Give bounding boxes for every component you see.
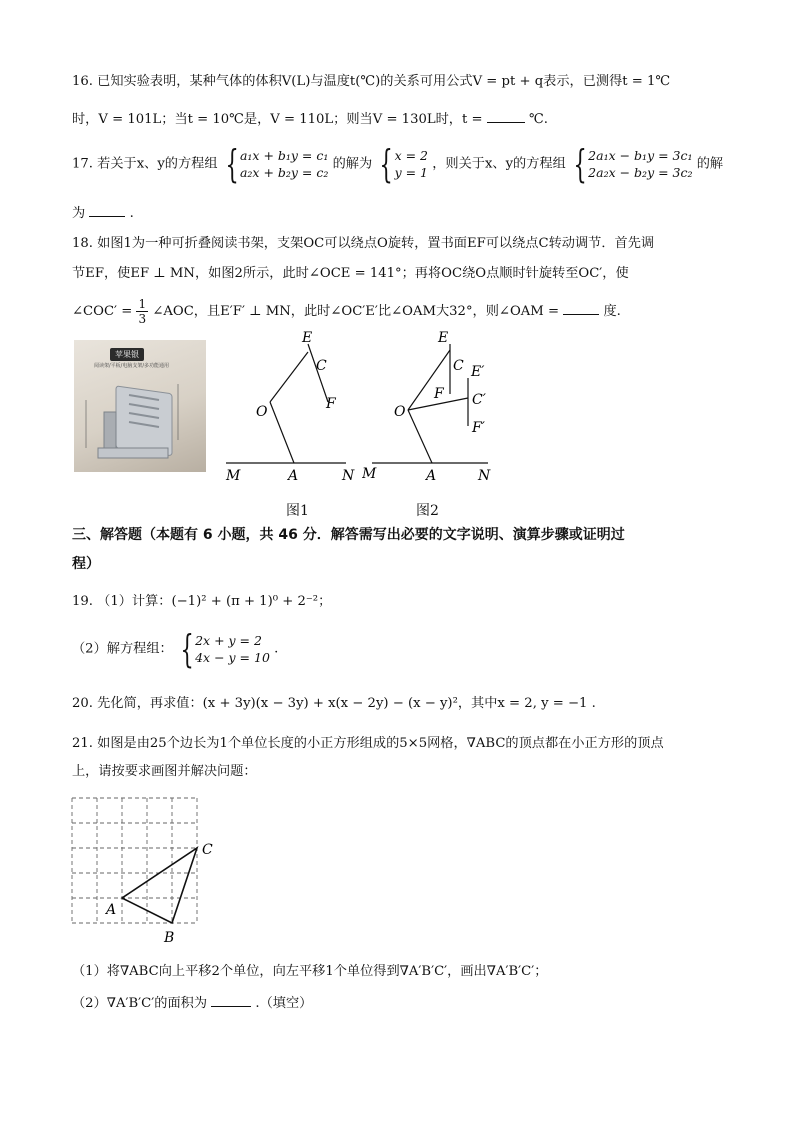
q21-part2: [72, 992, 312, 1014]
q21-line1: 21. 如图是由25个边长为1个单位长度的小正方形组成的5×5网格，∇ABC的顶点都在小正方形的顶点: [72, 736, 664, 751]
fig2-label-C: C: [453, 358, 464, 374]
q17-sys1-eq2: a₂x + b₂y = c₂: [239, 165, 329, 180]
figure-2-caption: 图2: [416, 503, 439, 519]
q19-part2-prefix: （2）解方程组：: [72, 641, 173, 657]
figure-1-caption: 图1: [286, 503, 309, 519]
q21-part2-end: .（填空）: [255, 996, 313, 1011]
reading-stand-illustration: [74, 340, 206, 472]
photo-subtitle: 阅读架/平板/电脑支架/多功能通用: [94, 363, 170, 369]
q17-answer-blank[interactable]: [89, 202, 125, 217]
fig2-label-Ep: E′: [471, 364, 485, 380]
q18-frac-den: 3: [138, 312, 147, 326]
reading-stand-photo: [74, 340, 206, 472]
q17-sol-x: x = 2: [394, 148, 428, 163]
q17-solution: { x = 2 y = 1: [379, 142, 428, 186]
fig2-label-O: O: [394, 404, 406, 420]
fig2-label-A: A: [426, 468, 437, 484]
q17-suffix: 的解: [696, 156, 724, 172]
q18-fraction: [136, 297, 148, 326]
fig1-label-M: M: [226, 468, 241, 484]
q18-frac-num: 1: [138, 297, 147, 311]
q18-answer-blank[interactable]: [563, 300, 599, 315]
fig2-segment-AO: [408, 410, 432, 463]
figure-2: [362, 328, 502, 486]
q17-prefix: 17. 若关于x、y的方程组: [72, 156, 218, 172]
q19-part2: [72, 627, 279, 671]
q17-mid2: ，则关于x、y的方程组: [432, 156, 566, 172]
q21-line2: 上，请按要求画图并解决问题：: [72, 764, 257, 779]
q17-sys2-eq1: 2a₁x − b₁y = 3c₁: [588, 148, 693, 163]
fig1-label-F: F: [326, 396, 336, 412]
q16-line2-text: 时，V = 101L；当t = 10℃是，V = 110L；则当V = 130L时，t =: [72, 112, 483, 127]
q16-line2-end: ℃.: [528, 112, 548, 127]
section-3-heading-line2: 程）: [72, 556, 100, 572]
fig1-label-E: E: [302, 330, 313, 346]
q18-line3: [72, 296, 621, 328]
fig1-label-N: N: [342, 468, 355, 484]
q21-part2-text: （2）∇A′B′C′的面积为: [72, 996, 208, 1011]
fig2-label-E: E: [438, 330, 449, 346]
photo-brand-tag: 苹果银: [110, 348, 144, 361]
figure-1: [222, 330, 362, 486]
q18-line2: 节EF，使EF ⊥ MN，如图2所示，此时∠OCE = 141°；再将OC绕O点顺时针旋转至OC′，使: [72, 266, 629, 281]
q17-system1: { a₁x + b₁y = c₁ a₂x + b₂y = c₂: [225, 142, 329, 186]
q18-line3-c: 度.: [603, 304, 621, 319]
q16-answer-blank[interactable]: [487, 108, 525, 123]
q18-line1: 18. 如图1为一种可折叠阅读书架，支架OC可以绕点O旋转，置书面EF可以绕点C转动调节．首先调: [72, 236, 655, 251]
fig2-label-M: M: [362, 466, 377, 482]
fig1-segment-AO: [270, 402, 294, 463]
q20-text: 20. 先化简，再求值：(x + 3y)(x − 3y) + x(x − 2y) − (x − y)²，其中x = 2, y = −1 .: [72, 696, 596, 711]
fig2-label-N: N: [478, 468, 491, 484]
section-3-heading-line1: 三、解答题（本题有 6 小题，共 46 分．解答需写出必要的文字说明、演算步骤或证明过: [72, 527, 625, 543]
q21-label-C: C: [202, 842, 213, 858]
q17-line2-text: 为: [72, 206, 86, 221]
q16-line1: 16. 已知实验表明，某种气体的体积V(L)与温度t(℃)的关系可用公式V = pt + q表示，已测得t = 1℃: [72, 74, 671, 89]
fig1-label-A: A: [288, 468, 299, 484]
q19-part2-suffix: .: [274, 641, 279, 657]
q19-part1: 19. （1）计算：(−1)² + (π + 1)⁰ + 2⁻²；: [72, 594, 332, 609]
q18-line3-a: ∠COC′ =: [72, 304, 137, 319]
q19-sys-eq1: 2x + y = 2: [195, 633, 262, 648]
q18-line3-b: ∠AOC，且E′F′ ⊥ MN，此时∠OC′E′比∠OAM大32°，则∠OAM =: [152, 304, 560, 319]
q17-sys2-eq2: 2a₂x − b₂y = 3c₂: [588, 165, 693, 180]
q21-answer-blank[interactable]: [211, 992, 251, 1007]
fig1-segment-OC: [270, 352, 308, 402]
fig2-label-F: F: [434, 386, 444, 402]
q17-line2-end: .: [129, 206, 134, 221]
fig1-label-O: O: [256, 404, 268, 420]
q16-line2: [72, 108, 548, 130]
q17-line1: [72, 142, 724, 186]
fig2-label-Fp: F′: [472, 420, 485, 436]
q17-line2: [72, 202, 134, 224]
q17-sys1-eq1: a₁x + b₁y = c₁: [239, 148, 329, 163]
q17-sol-y: y = 1: [394, 165, 428, 180]
q19-sys-eq2: 4x − y = 10: [195, 650, 270, 665]
q19-system: { 2x + y = 2 4x − y = 10: [180, 627, 270, 671]
q21-part1: （1）将∇ABC向上平移2个单位，向左平移1个单位得到∇A′B′C′，画出∇A′B′C′；: [72, 964, 548, 979]
q17-system2: { 2a₁x − b₁y = 3c₁ 2a₂x − b₂y = 3c₂: [573, 142, 693, 186]
q21-grid-figure: [62, 790, 232, 950]
q21-label-A: A: [106, 902, 117, 918]
fig1-label-C: C: [316, 358, 327, 374]
q21-triangle-ABC: [122, 848, 197, 923]
fig2-label-Cp: C′: [472, 392, 486, 408]
q17-mid1: 的解为: [332, 156, 373, 172]
q21-label-B: B: [164, 930, 175, 946]
